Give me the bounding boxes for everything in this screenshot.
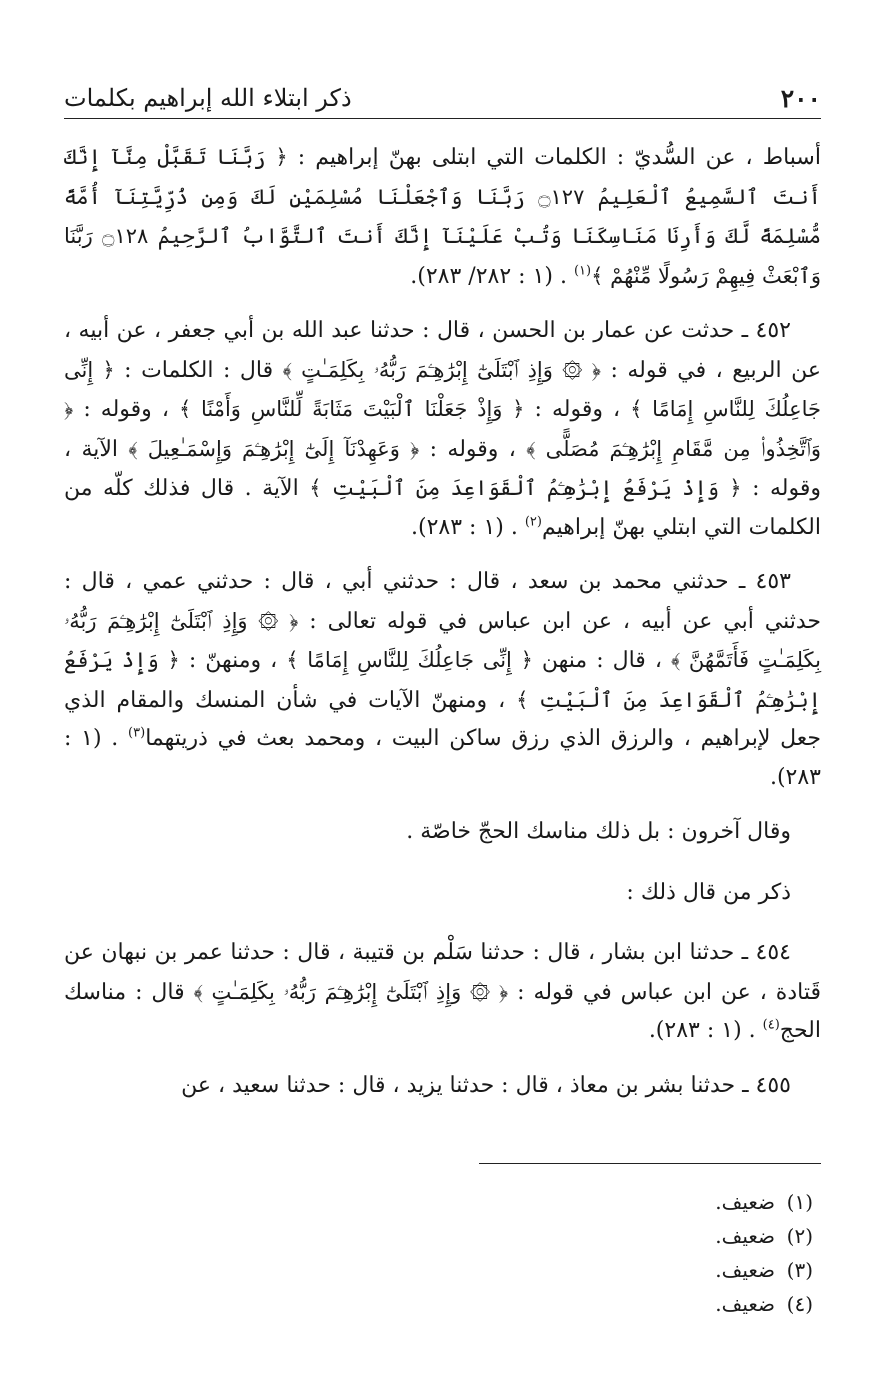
text-segment: . (١ : ٢٨٢/ ٢٨٣). (410, 263, 574, 289)
paragraph-452 (64, 312, 821, 547)
footnote-number: (١) (786, 1190, 813, 1214)
footnote-reference: (٣) (128, 725, 146, 741)
text-segment: الآية ، وقوله : (64, 436, 822, 501)
header-title: ذكر ابتلاء الله إبراهيم بكلمات (64, 84, 352, 112)
text-segment: ، ومنهنّ الآيات في شأن المنسك والمقام الذي جعل لإبراهيم ، والرزق الذي رزق ساكن البيت ، ومحمد بعث في ذريتهما (64, 687, 821, 751)
quran-verse: ﴿ وَإِذْ جَعَلْنَا ٱلْبَيْتَ مَثَابَةً لِّلنَّاسِ وَأَمْنًا ﴾ (178, 397, 525, 421)
text-segment: ، وقوله : (419, 436, 527, 462)
main-text (64, 138, 821, 1121)
paragraph-group (64, 934, 821, 1105)
text-segment: الآية . قال فذلك كلّه من الكلمات التي ابتلي بهنّ إبراهيم (64, 476, 821, 540)
paragraph-intro (64, 138, 821, 296)
footnotes (715, 1185, 813, 1321)
footnote-item (715, 1287, 813, 1321)
text-segment: . (١ : ٢٨٣). (648, 1018, 763, 1043)
footnote-number: (٢) (786, 1224, 813, 1248)
quran-verse: ﴿ ۞ وَإِذِ ٱبْتَلَىٰٓ إِبْرَٰهِـۧمَ رَبُّهُۥ بِكَلِمَـٰتٍ فَأَتَمَّهُنَّ ﴾ (64, 608, 822, 672)
text-segment: ٤٥٥ ـ حدثنا بشر بن معاذ ، قال : حدثنا يزيد ، قال : حدثنا سعيد ، عن (181, 1072, 791, 1098)
paragraph-454 (64, 934, 821, 1051)
mention-line: ذكر من قال ذلك : (626, 879, 791, 905)
footnote-text: ضعيف. (715, 1292, 775, 1316)
text-segment: قال : مناسك الحج (64, 979, 821, 1043)
text-segment: أسباط ، عن السُّديّ : الكلمات التي ابتلى بهنّ إبراهيم : (287, 145, 821, 170)
quran-verse: ﴿ إِنِّى جَاعِلُكَ لِلنَّاسِ إِمَامًا ﴾ (286, 648, 533, 672)
quran-verse: ﴿ وَإِذْ يَرْفَعُ إِبْرَٰهِـۧمُ ٱلْقَوَاعِدَ مِنَ ٱلْبَيْتِ ﴾ (64, 648, 821, 712)
footnote-divider (479, 1163, 821, 1164)
text-segment: ، قال : منهن (532, 648, 671, 673)
quran-verse: ﴿ وَعَهِدْنَآ إِلَىٰٓ إِبْرَٰهِـۧمَ وَإِسْمَـٰعِيلَ ﴾ (128, 436, 420, 461)
footnote-item (715, 1185, 813, 1219)
text-segment: قال : الكلمات : (114, 357, 283, 383)
text-segment: ٤٥٤ ـ حدثنا ابن بشار ، قال : حدثنا سَلْم بن قتيبة ، قال : حدثنا عمر بن نبهان عن قَتادة ، عن ابن عباس في قوله : (64, 940, 821, 1005)
text-segment: . (١ : ٢٨٣). (64, 726, 821, 790)
text-segment: ٤٥٣ ـ حدثني محمد بن سعد ، قال : حدثني أبي ، قال : حدثني عمي ، قال : حدثني أبي عن أبيه ، عن ابن عباس في قوله تعالى : (64, 569, 821, 634)
footnote-reference: (١) (573, 263, 592, 279)
footnote-reference: (٤) (762, 1017, 780, 1033)
footnote-number: (٤) (786, 1292, 813, 1316)
footnote-number: (٣) (786, 1258, 813, 1282)
footnote-text: ضعيف. (715, 1224, 775, 1248)
quran-verse: ﴿ وَإِذْ يَرْفَعُ إِبْرَٰهِـۧمُ ٱلْقَوَاعِدَ مِنَ ٱلْبَيْتِ ﴾ (309, 476, 742, 500)
footnote-reference: (٢) (524, 514, 542, 530)
text-segment: ، وقوله : (524, 397, 631, 422)
paragraph-453 (64, 563, 821, 797)
footnote-text: ضعيف. (715, 1258, 775, 1282)
others-said-line: وقال آخرون : بل ذلك مناسك الحجّ خاصّة . (406, 819, 791, 844)
page-number: ٢٠٠ (780, 84, 821, 113)
quran-verse: ﴿ ۞ وَإِذِ ٱبْتَلَىٰٓ إِبْرَٰهِـۧمَ رَبُّهُۥ بِكَلِمَـٰتٍ ﴾ (282, 357, 601, 382)
text-segment: . (١ : ٢٨٣). (411, 514, 525, 540)
running-header (64, 78, 821, 119)
text-segment: ٤٥٢ ـ حدثت عن عمار بن الحسن ، قال : حدثنا عبد الله بن أبي جعفر ، عن أبيه ، عن الربيع ، في قوله : (64, 318, 822, 383)
quran-verse: ﴿ وَٱتَّخِذُوا۟ مِن مَّقَامِ إِبْرَٰهِـۧمَ مُصَلًّى ﴾ (64, 397, 821, 461)
footnote-item (715, 1253, 813, 1287)
paragraph-group (64, 138, 821, 797)
quran-verse: ﴿ ۞ وَإِذِ ٱبْتَلَىٰٓ إِبْرَٰهِـۧمَ رَبُّهُۥ بِكَلِمَـٰتٍ ﴾ (193, 979, 509, 1004)
footnote-text: ضعيف. (715, 1190, 775, 1214)
quran-verse: ﴿ رَبَّنَا تَقَبَّلْ مِنَّآ إِنَّكَ أَنتَ ٱلسَّمِيعُ ٱلْعَلِيمُ ۝١٢٧ رَبَّنَا وَٱجْعَلْنَا مُسْلِمَيْنِ لَكَ وَمِن ذُرِّيَّتِنَآ أُمَّةً مُّسْلِمَةً لَّكَ وَأَرِنَا مَنَاسِكَنَا وَتُبْ عَلَيْنَآ إِنَّكَ أَنتَ ٱلتَّوَّابُ ٱلرَّحِيمُ ۝١٢٨ رَبَّنَا وَٱبْعَثْ فِيهِمْ رَسُولًا مِّنْهُمْ ﴾ (64, 145, 822, 288)
footnote-item (715, 1219, 813, 1253)
text-segment: ، ومنهنّ : (179, 648, 287, 673)
paragraph-455 (64, 1067, 821, 1106)
quran-verse: ﴿ إِنِّى جَاعِلُكَ لِلنَّاسِ إِمَامًا ﴾ (64, 357, 821, 421)
text-segment: ، وقوله : (73, 397, 179, 422)
